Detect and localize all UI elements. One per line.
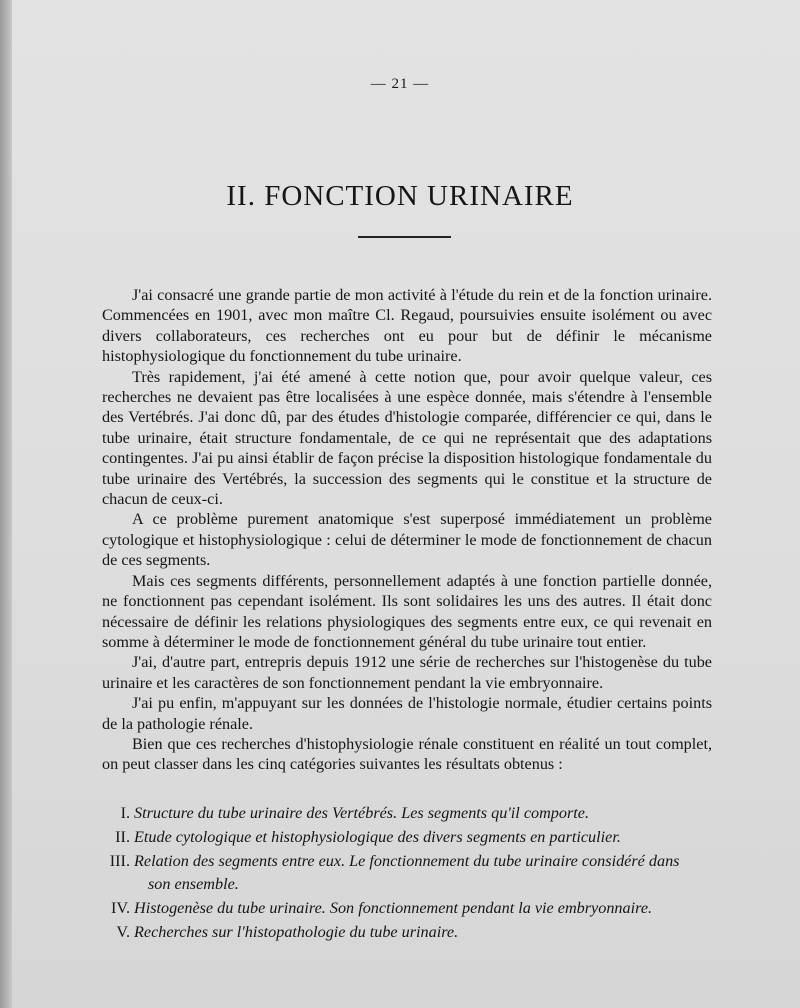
- list-item: [100, 850, 720, 896]
- paragraph: A ce problème purement anatomique s'est superposé immédiatement un problème cytologique et histophysiologique : celui de déterminer le mode de fonctionnement de chacun de ces segments.: [102, 510, 712, 570]
- list-item-continuation: son ensemble.: [148, 875, 239, 893]
- results-list: [100, 802, 720, 945]
- list-item-text: Structure du tube urinaire des Vertébrés. Les segments qu'il comporte.: [134, 804, 590, 822]
- paragraph: Mais ces segments différents, personnellement adaptés à une fonction partielle donnée, ne fonctionnent pas cependant isolément. Ils sont solidaires les uns des autres. Il était donc nécessaire de définir les relations physiologiques des segments entre eux, ce qui revenait en somme à déterminer le mode de fonctionnement général du tube urinaire tout entier.: [102, 571, 712, 651]
- page-title: II. FONCTION URINAIRE: [226, 180, 574, 212]
- list-item-text-wrapper: [134, 850, 720, 896]
- list-item-number: IV.: [110, 899, 130, 917]
- page-edge-shadow: [0, 0, 12, 1008]
- list-item-text: Recherches sur l'histopathologie du tube urinaire.: [134, 923, 459, 941]
- list-item-text: Relation des segments entre eux. Le fonctionnement du tube urinaire considéré dans: [134, 852, 680, 870]
- paragraph: J'ai, d'autre part, entrepris depuis 1912 une série de recherches sur l'histogenèse du tube urinaire et les caractères de son fonctionnement pendant la vie embryonnaire.: [102, 653, 712, 692]
- list-item-number: III.: [109, 852, 130, 870]
- list-item: [100, 826, 720, 849]
- paragraph: Bien que ces recherches d'histophysiologie rénale constituent en réalité un tout complet, on peut classer dans les cinq catégories suivantes les résultats obtenus :: [102, 734, 712, 774]
- paragraph: J'ai consacré une grande partie de mon activité à l'étude du rein et de la fonction urinaire. Commencées en 1901, avec mon maître Cl. Regaud, poursuivies ensuite isolément ou avec divers collaborateurs, ces recherches ont eu pour but de définir le mécanisme histophysiologique du fonctionnement du tube urinaire.: [102, 286, 712, 366]
- list-item-text: Etude cytologique et histophysiologique des divers segments en particulier.: [134, 828, 621, 846]
- list-item-number: II.: [115, 828, 130, 846]
- list-item: [100, 921, 720, 944]
- list-item-text: Histogenèse du tube urinaire. Son fonctionnement pendant la vie embryonnaire.: [134, 899, 653, 917]
- list-item-number: I.: [120, 804, 130, 822]
- paragraph: J'ai pu enfin, m'appuyant sur les données de l'histologie normale, étudier certains points de la pathologie rénale.: [102, 694, 712, 733]
- list-item: [100, 802, 720, 825]
- body-text: [102, 285, 712, 775]
- paragraph: Très rapidement, j'ai été amené à cette notion que, pour avoir quelque valeur, ces recherches ne devaient pas être localisées à une espèce donnée, mais s'étendre à l'ensemble des Vertébrés. J'ai donc dû, par des études d'histologie comparée, différencier ce qui, dans le tube urinaire, était structure fondamentale, de ce qui ne représentait que des adaptations contingentes. J'ai pu ainsi établir de façon précise la disposition histologique fondamentale du tube urinaire des Vertébrés, la succession des segments qui le constitue et la structure de chacun de ceux-ci.: [102, 367, 712, 509]
- list-item-number: V.: [116, 923, 130, 941]
- title-divider: [358, 236, 451, 238]
- page-number: — 21 —: [370, 76, 430, 92]
- list-item: [100, 897, 720, 920]
